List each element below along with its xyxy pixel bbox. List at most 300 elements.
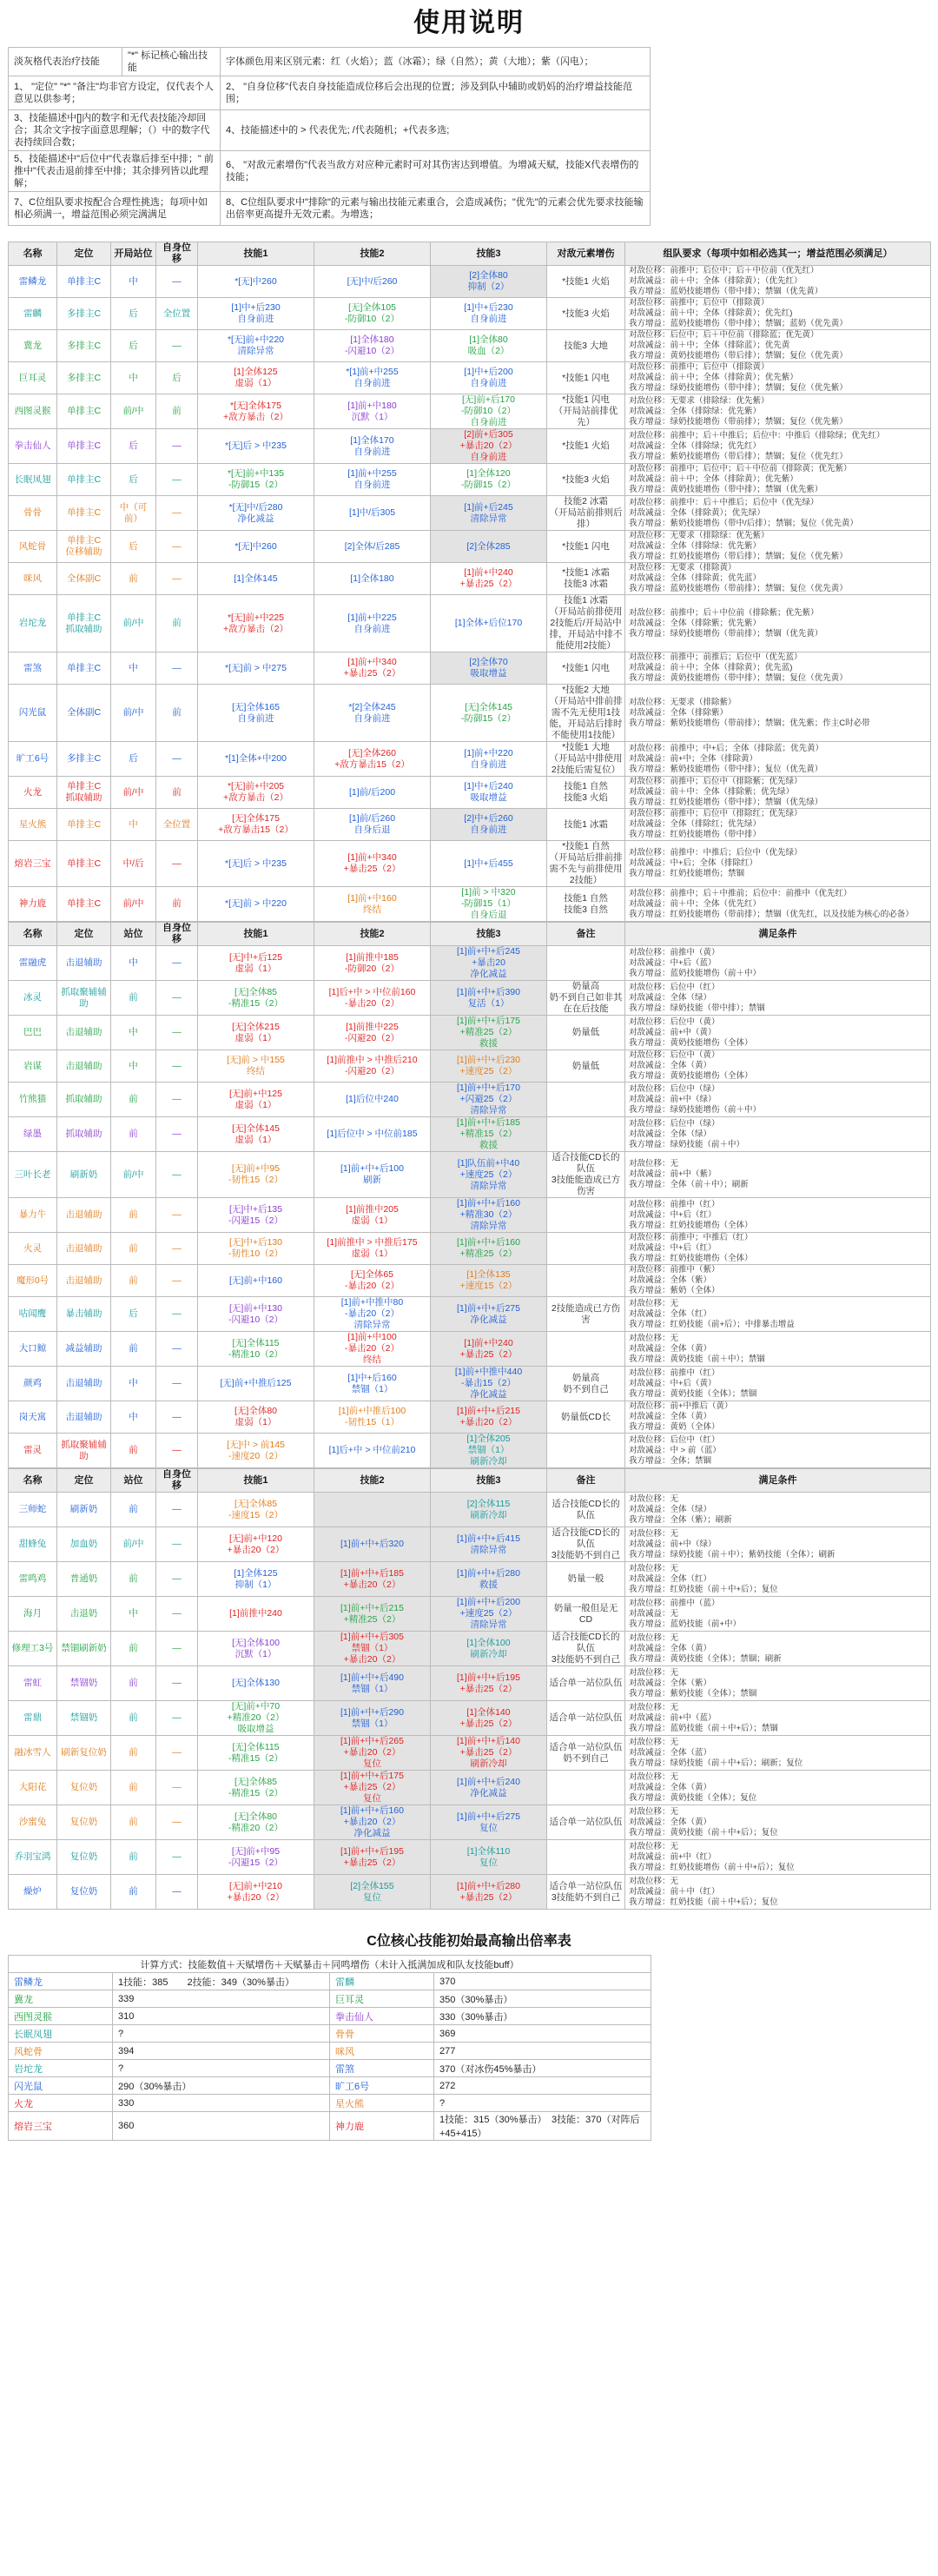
- cell-move: 全位置: [156, 809, 198, 841]
- multiplier-name: 雷煞: [330, 2060, 434, 2077]
- cell-move: —: [156, 742, 198, 777]
- cell-name: 三叶长老: [9, 1152, 57, 1198]
- column-header: 定位: [57, 242, 111, 266]
- cell-name: 修理工3号: [9, 1632, 57, 1666]
- cell-s3: [2]全体285: [431, 531, 547, 563]
- cell-pos: 中: [111, 1597, 156, 1632]
- cell-pos: 前/中: [111, 777, 156, 809]
- cell-pos: 后: [111, 330, 156, 362]
- cell-role: 单排主C 位移辅助: [57, 531, 111, 563]
- table-row: [9, 2060, 651, 2077]
- cell-role: 单排主C: [57, 394, 111, 429]
- cell-s1: [无]全体80 虚弱（1）: [198, 1401, 314, 1434]
- cell-name: 燥炉: [9, 1875, 57, 1910]
- cell-note: 奶量低CD长: [547, 1401, 625, 1434]
- cell-s1: [无]全体100 沉默（1）: [198, 1632, 314, 1666]
- cell-s3: [1]队伍前+中40 +速度25（2） 清除异常: [431, 1152, 547, 1198]
- cell-note: 奶量低: [547, 1016, 625, 1050]
- cell-s2: [1]前/后200: [314, 777, 431, 809]
- cell-boost: *技能1 闪电: [547, 531, 625, 563]
- cell-s1: [无]中+后125 虚弱（1）: [198, 946, 314, 981]
- cell-note: [547, 1083, 625, 1117]
- cell-s3: [1]前+中+后160 +精准30（2） 清除异常: [431, 1198, 547, 1233]
- cell-name: 巨耳灵: [9, 362, 57, 394]
- cell-role: 刷新奶: [57, 1152, 111, 1198]
- cell-s3: [1]前+中+后415 清除异常: [431, 1527, 547, 1562]
- cell-s2: [无]全体65 -暴击20（2）: [314, 1265, 431, 1297]
- table-row: [9, 1527, 931, 1562]
- cell-s2: [1]前+中+后160 +暴击20（2） 净化减益: [314, 1805, 431, 1840]
- table-row: [9, 531, 931, 563]
- cell-note: [547, 1117, 625, 1152]
- table-row: [9, 887, 931, 922]
- cell-req: 对敌位移：前推中；后位中（排除黄） 对敌减益：前＋中；全体（排除黄）；优先红) 我方增益：蓝奶技能增伤（带中排）；禁锢；蓝奶（优先黄）: [625, 298, 931, 330]
- cell-req: 对敌位移：无要求（排除黄） 对敌减益：全体（排除黄；优先蓝） 我方增益：蓝奶技能增伤（带前排）；禁锢；复位（优先黄）: [625, 563, 931, 595]
- cell-name: 雷虹: [9, 1666, 57, 1701]
- cell-move: —: [156, 1701, 198, 1736]
- cell-s3: [1]全体110 复位: [431, 1840, 547, 1875]
- cell-s3: [1]前+中+后185 +精准15（2） 救援: [431, 1117, 547, 1152]
- multiplier-name: 咪风: [330, 2043, 434, 2060]
- cell-s1: [无]全体85 -精准15（2）: [198, 981, 314, 1016]
- table-row: [9, 777, 931, 809]
- support-header-row: [9, 923, 931, 946]
- cell-role: 击退辅助: [57, 1016, 111, 1050]
- cell-s2: [1]中/后305: [314, 496, 431, 531]
- cell-boost: 技能1 冰霜 （开局站前排使用2技能后/开局站中排，开局站中排不能使用2技能）: [547, 595, 625, 652]
- cell-boost: *技能1 闪电: [547, 362, 625, 394]
- column-header: 开局站位: [111, 242, 156, 266]
- cell-name: 神力鹿: [9, 887, 57, 922]
- cell-role: 多排主C: [57, 362, 111, 394]
- cell-move: —: [156, 841, 198, 887]
- cell-name: 拳击仙人: [9, 429, 57, 464]
- c-position-table: [8, 242, 931, 922]
- column-header: 满足条件: [625, 923, 931, 946]
- cell-name: 沙蜜兔: [9, 1805, 57, 1840]
- column-header: 自身位移: [156, 242, 198, 266]
- table-row: [9, 563, 931, 595]
- table-row: [9, 1990, 651, 2008]
- cell-s2: [1]前+中+后490 禁锢（1）: [314, 1666, 431, 1701]
- cell-name: 巴巴: [9, 1016, 57, 1050]
- cell-s1: *[1]全体+中200: [198, 742, 314, 777]
- cell-s3: [1]前+中+后280 +暴击25（2）: [431, 1875, 547, 1910]
- cell-s1: [无]全体115 -精准10（2）: [198, 1332, 314, 1367]
- cell-cond: 对敌位移：前+中推后（黄） 对敌减益：全体（黄） 我方增益：黄奶（全体）: [625, 1401, 931, 1434]
- cell-s2: [1]前+中180 沉默（1）: [314, 394, 431, 429]
- table-row: [9, 1562, 931, 1597]
- multiplier-value: ?: [434, 2095, 651, 2112]
- cell-s1: [无]前+中210 +暴击20（2）: [198, 1875, 314, 1910]
- cell-role: 减益辅助: [57, 1332, 111, 1367]
- table-row: [9, 1493, 931, 1527]
- cell-s2: [1]后位中 > 中位前185: [314, 1117, 431, 1152]
- cell-s2: [1]前+中+后215 +精准25（2）: [314, 1597, 431, 1632]
- cell-s1: [无]前+中125 虚弱（1）: [198, 1083, 314, 1117]
- cell-name: 咕闻鹰: [9, 1297, 57, 1332]
- note-8: 8、C位组队要求中"排除"的元素与输出技能元素重合，会造成减伤；"优先"的元素会优先要求技能输出倍率更高提升无效元素。为增选；: [221, 192, 651, 226]
- column-header: 名称: [9, 923, 57, 946]
- cell-req: 对敌位移：前推中：中推后；后位中（优先绿） 对敌减益：中+后；全体（排除红） 我方增益：红奶技能增伤；禁锢: [625, 841, 931, 887]
- table-row: [9, 2112, 651, 2141]
- column-header: 定位: [57, 923, 111, 946]
- cell-pos: 中/后: [111, 841, 156, 887]
- table-row: [9, 742, 931, 777]
- cell-s2: [1]前/后260 自身后退: [314, 809, 431, 841]
- multiplier-name: 冀龙: [9, 1990, 113, 2008]
- cell-name: 三师蛇: [9, 1493, 57, 1527]
- cell-cond: 对敌位移：后位中（红） 对敌减益：中 > 前（蓝） 我方增益：全体；禁锢: [625, 1434, 931, 1468]
- cell-cond: 对敌位移：无 对敌减益：前+中（红） 我方增益：红奶技能增伤（前＋中+后）；复位: [625, 1840, 931, 1875]
- cell-boost: 技能1 自然 技能3 火焰: [547, 777, 625, 809]
- table-row: [9, 1736, 931, 1771]
- cell-name: 海月: [9, 1597, 57, 1632]
- cell-role: 单排主C: [57, 429, 111, 464]
- table-row: [9, 1401, 931, 1434]
- cell-s1: [无]中+后130 -韧性10（2）: [198, 1233, 314, 1265]
- cell-s3: [1]中+后455: [431, 841, 547, 887]
- cell-s3: [1]全体140 +暴击25（2）: [431, 1701, 547, 1736]
- cell-s3: [1]前+中+后195 +暴击25（2）: [431, 1666, 547, 1701]
- cell-name: 乔羽宝鸿: [9, 1840, 57, 1875]
- cell-pos: 前: [111, 1083, 156, 1117]
- cell-move: —: [156, 266, 198, 298]
- cell-note: [547, 1434, 625, 1468]
- cell-pos: 前/中: [111, 1527, 156, 1562]
- cell-cond: 对敌位移：无 对敌减益：全体（红） 我方增益：红奶技能（前+后）；中排暴击增益: [625, 1297, 931, 1332]
- cell-move: —: [156, 429, 198, 464]
- cell-move: —: [156, 1805, 198, 1840]
- multiplier-value: 272: [434, 2077, 651, 2095]
- table-row: [9, 1016, 931, 1050]
- cell-note: 奶量一般但是无CD: [547, 1597, 625, 1632]
- table-row: [9, 1771, 931, 1805]
- cell-note: 适合单一站位队伍 3技能奶不到自己: [547, 1875, 625, 1910]
- cell-boost: 技能3 大地: [547, 330, 625, 362]
- cell-req: 对敌位移：前推中；中+后；全体（排除蓝；优先黄） 对敌减益：前+中；全体（排除黄） 我方增益：紫奶技能增伤（带中排）；复位（优先黄）: [625, 742, 931, 777]
- cell-role: 击退辅助: [57, 1265, 111, 1297]
- cell-pos: 前: [111, 1265, 156, 1297]
- cell-req: 对敌位移：前推中；后＋中推后；后位中：中推后（排除绿；优先红） 对敌减益：全体（排除绿；优先红） 我方增益：紫奶技能增伤（带后排）；禁锢；复位（优先红）: [625, 429, 931, 464]
- cell-move: —: [156, 1050, 198, 1083]
- cell-role: 抓取聚辅辅助: [57, 1434, 111, 1468]
- cell-move: 前: [156, 685, 198, 742]
- note-5: 5、技能描述中"后位中"代表靠后排至中排；" 前推中"代表击退前排至中排；其余排列皆以此理解；: [9, 151, 221, 192]
- multiplier-value: 330（30%暴击）: [434, 2008, 651, 2025]
- cell-s2: [1]前+中+后265 +暴击20（2） 复位: [314, 1736, 431, 1771]
- cell-pos: 中: [111, 1016, 156, 1050]
- cell-name: 魔形0号: [9, 1265, 57, 1297]
- healer-table: [8, 1468, 931, 1910]
- cell-name: 雷鸣鸡: [9, 1562, 57, 1597]
- cell-pos: 前/中: [111, 685, 156, 742]
- cell-s2: [1]前推中 > 中推后175 虚弱（1）: [314, 1233, 431, 1265]
- cell-s3: [1]前+中240 +暴击25（2）: [431, 1332, 547, 1367]
- table-row: [9, 2043, 651, 2060]
- cell-req: 对敌位移：前推中；后位中；后＋中位前（优先红） 对敌减益：前＋中；全体（排除黄）；（优先红） 我方增益：蓝奶技能增伤（带中排）；禁锢（优先黄）: [625, 266, 931, 298]
- multiplier-value: 339: [113, 1990, 330, 2008]
- cell-move: —: [156, 1771, 198, 1805]
- cell-move: —: [156, 464, 198, 496]
- multiplier-value: 370: [434, 1973, 651, 1990]
- table-row: [9, 685, 931, 742]
- table-row: [9, 1973, 651, 1990]
- table-row: [9, 1198, 931, 1233]
- cell-req: 对敌位移：前推中；后＋中推前；后位中：前推中（优先红） 对敌减益：前＋中；全体（优先红） 我方增益：红奶技能增伤（带前排）；禁锢（优先红，以及技能为核心的必备）: [625, 887, 931, 922]
- cell-s3: [2]全体70 吸取增益: [431, 652, 547, 685]
- cell-s1: [无]全体85 -精准15（2）: [198, 1771, 314, 1805]
- cell-role: 暴击辅助: [57, 1297, 111, 1332]
- cell-move: —: [156, 1016, 198, 1050]
- cell-s3: [1]前+中+后390 复活（1）: [431, 981, 547, 1016]
- cell-pos: 中（可前）: [111, 496, 156, 531]
- table-row: [9, 298, 931, 330]
- cell-s3: [1]前+中240 +暴击25（2）: [431, 563, 547, 595]
- cell-pos: 前: [111, 1701, 156, 1736]
- cell-s1: *[无]全体175 +敌方暴击（2）: [198, 394, 314, 429]
- cell-note: [547, 1840, 625, 1875]
- cell-boost: *技能1 火焰: [547, 266, 625, 298]
- cell-s3: [1]前+中+后170 +闪避25（2） 清除异常: [431, 1083, 547, 1117]
- cell-boost: 技能1 冰霜: [547, 809, 625, 841]
- cell-note: [547, 1332, 625, 1367]
- cell-name: 冰灵: [9, 981, 57, 1016]
- table-row: [9, 464, 931, 496]
- multiplier-value: 394: [113, 2043, 330, 2060]
- table-row: [9, 1875, 931, 1910]
- column-header: 站位: [111, 1469, 156, 1493]
- cell-cond: 对敌位移：无 对敌减益：全体（黄） 我方增益：黄奶技能（全体）；复位: [625, 1771, 931, 1805]
- table-row: [9, 266, 931, 298]
- cell-pos: 前: [111, 1666, 156, 1701]
- cell-s1: *[无]后 > 中235: [198, 429, 314, 464]
- cell-move: —: [156, 1632, 198, 1666]
- cell-pos: 中: [111, 652, 156, 685]
- cell-s1: [无]前+中70 +精准20（2） 吸取增益: [198, 1701, 314, 1736]
- cell-role: 单排主C: [57, 266, 111, 298]
- multiplier-name: 拳击仙人: [330, 2008, 434, 2025]
- cell-s1: [1]前推中240: [198, 1597, 314, 1632]
- cell-role: 单排主C 抓取辅助: [57, 595, 111, 652]
- cell-s3: [2]全体115 刷新冷却: [431, 1493, 547, 1527]
- cell-role: 刷新奶: [57, 1493, 111, 1527]
- cell-req: 对敌位移：前推中；后＋中位前（排除紫；优先紫） 对敌减益：全体（排除紫；优先紫） 我方增益：绿奶技能增伤（带前排）；禁锢（优先黄）: [625, 595, 931, 652]
- cell-s1: [无]全体130: [198, 1666, 314, 1701]
- cell-s1: *[无]前+中225 +敌方暴击（2）: [198, 595, 314, 652]
- cell-s2: [1]前+中推中80 -暴击20（2） 清除异常: [314, 1297, 431, 1332]
- cell-req: 对敌位移：后位中；后＋中位前（排除蓝；优先黄） 对敌减益：前＋中；全体（排除蓝）；优先黄 我方增益：黄奶技能增伤（带后排）；禁锢；复位（优先黄）: [625, 330, 931, 362]
- column-header: 技能1: [198, 923, 314, 946]
- cell-move: 前: [156, 394, 198, 429]
- notes-header: 淡灰格代表治疗技能: [9, 48, 122, 76]
- cell-pos: 前: [111, 1434, 156, 1468]
- table-row: [9, 1083, 931, 1117]
- cell-s3: [1]全体135 +速度15（2）: [431, 1265, 547, 1297]
- column-header: 名称: [9, 242, 57, 266]
- cell-role: 全体副C: [57, 685, 111, 742]
- cell-s2: [1]后位中240: [314, 1083, 431, 1117]
- cell-boost: *技能2 大地 （开局站中排前排需不先无使用1技能，开局站后排时不能使用1技能）: [547, 685, 625, 742]
- cell-name: 雷融虎: [9, 946, 57, 981]
- cell-cond: 对敌位移：前推中（紫） 对敌减益：全体（紫） 我方增益：紫奶（全体）: [625, 1265, 931, 1297]
- cell-pos: 后: [111, 298, 156, 330]
- cell-cond: 对敌位移：无 对敌减益：全体（黄） 我方增益：黄奶技能（前＋中）；禁锢: [625, 1332, 931, 1367]
- cell-pos: 前/中: [111, 394, 156, 429]
- cell-cond: 对敌位移：后位中（绿） 对敌减益：前+中（绿） 我方增益：绿奶技能增伤（前＋中）: [625, 1083, 931, 1117]
- cell-role: 多排主C: [57, 742, 111, 777]
- multiplier-value: ?: [113, 2025, 330, 2043]
- cell-note: 适合单一站位队伍 奶不到自己: [547, 1736, 625, 1771]
- cell-s2: [2]全体155 复位: [314, 1875, 431, 1910]
- cell-s3: [1]前+中+后240 净化减益: [431, 1771, 547, 1805]
- cell-role: 击退辅助: [57, 1367, 111, 1401]
- column-header: 技能2: [314, 242, 431, 266]
- cell-cond: 对敌位移：后位中（绿） 对敌减益：全体（绿） 我方增益：绿奶技能（前＋中）: [625, 1117, 931, 1152]
- cell-move: —: [156, 1367, 198, 1401]
- cell-role: 单排主C: [57, 652, 111, 685]
- cell-s2: [1]后+中 > 中位前210: [314, 1434, 431, 1468]
- cell-role: 禁锢奶: [57, 1701, 111, 1736]
- cell-move: 前: [156, 595, 198, 652]
- multiplier-value: 330: [113, 2095, 330, 2112]
- cell-s1: [无]前+中95 -韧性15（2）: [198, 1152, 314, 1198]
- cell-s2: [1]后+中 > 中位前160 -暴击20（2）: [314, 981, 431, 1016]
- cell-name: 暴力牛: [9, 1198, 57, 1233]
- cell-role: 击退辅助: [57, 1050, 111, 1083]
- column-header: 站位: [111, 923, 156, 946]
- multiplier-value: 1技能：385 2技能：349（30%暴击）: [113, 1973, 330, 1990]
- cell-name: 大阳花: [9, 1771, 57, 1805]
- cell-cond: 对敌位移：后位中（黄） 对敌减益：全体（黄） 我方增益：黄奶技能增伤（全体）: [625, 1050, 931, 1083]
- table-row: [9, 1117, 931, 1152]
- column-header: 满足条件: [625, 1469, 931, 1493]
- cell-s1: *[无]前+中205 +敌方暴击（2）: [198, 777, 314, 809]
- cell-name: 绿墨: [9, 1117, 57, 1152]
- cell-s2: *[1]前+中255 自身前进: [314, 362, 431, 394]
- cell-move: —: [156, 1265, 198, 1297]
- cell-s2: [1]全体180 -闪避10（2）: [314, 330, 431, 362]
- cell-pos: 前: [111, 1562, 156, 1597]
- cell-s3: [1]中+后230 自身前进: [431, 298, 547, 330]
- cell-note: 奶量低: [547, 1050, 625, 1083]
- cell-s2: [1]前+中+后305 禁锢（1） +暴击20（2）: [314, 1632, 431, 1666]
- table-row: [9, 2077, 651, 2095]
- cell-cond: 对敌位移：无 对敌减益：全体（黄） 我方增益：黄奶技能（前＋中+后）；复位: [625, 1805, 931, 1840]
- cell-pos: 前: [111, 1117, 156, 1152]
- table-row: [9, 1805, 931, 1840]
- table-row: [9, 652, 931, 685]
- cell-req: 对敌位移：无要求（排除绿：优先紫） 对敌减益：全体（排除绿：优先紫） 我方增益：红奶技能增伤（带后排）；禁锢；复位（优先紫）: [625, 531, 931, 563]
- note-2: 2、 "自身位移"代表自身技能造成位移后会出现的位置；涉及到队中辅助或奶妈的治疗增益技能范围；: [221, 76, 651, 110]
- cell-s2: [1]前+中+后185 +暴击20（2）: [314, 1562, 431, 1597]
- cell-s1: [无]前+中120 +暴击20（2）: [198, 1527, 314, 1562]
- table-row: [9, 1233, 931, 1265]
- cell-cond: 对敌位移：无 对敌减益：全体（紫） 我方增益：紫奶技能（全体）；禁锢: [625, 1666, 931, 1701]
- page: [8, 0, 930, 2141]
- cell-note: [547, 1233, 625, 1265]
- cell-s2: [1]前+中+后320: [314, 1527, 431, 1562]
- cell-name: 岩谋: [9, 1050, 57, 1083]
- table-row: [9, 2025, 651, 2043]
- cell-s2: [1]前推中 > 中推后210 -闪避20（2）: [314, 1050, 431, 1083]
- cell-role: 禁锢刷新奶: [57, 1632, 111, 1666]
- cell-s2: [1]前+中340 +暴击25（2）: [314, 652, 431, 685]
- cell-s3: [1]前+中+后200 +速度25（2） 清除异常: [431, 1597, 547, 1632]
- cell-s3: [1]前 > 中320 -防御15（1） 自身后退: [431, 887, 547, 922]
- cell-role: 单排主C: [57, 496, 111, 531]
- multiplier-value: 360: [113, 2112, 330, 2141]
- cell-move: —: [156, 1198, 198, 1233]
- cell-name: 大口鲸: [9, 1332, 57, 1367]
- cell-s3: [2]前+后305 +暴击20（2） 自身前进: [431, 429, 547, 464]
- cell-cond: 对敌位移：无 对敌减益：前＋中（红） 我方增益：红奶技能（前＋中+后）；复位: [625, 1875, 931, 1910]
- cell-s1: [1]全体125 抑制（1）: [198, 1562, 314, 1597]
- cell-name: 火灵: [9, 1233, 57, 1265]
- notes-color-legend: 字体颜色用来区别元素：红（火焰）；蓝（冰霜）；绿（自然）；黄（大地）；紫（闪电）；: [221, 48, 651, 76]
- cell-s1: [1]全体125 虚弱（1）: [198, 362, 314, 394]
- table-row: [9, 1050, 931, 1083]
- cell-req: 对敌位移：前推中；后位中（排除红；优先绿） 对敌减益：全体（排除红；优先绿） 我方增益：红奶技能增伤（带中排）: [625, 809, 931, 841]
- cell-cond: 对敌位移：无 对敌减益：全体（黄） 我方增益：黄奶技能（全体）；禁锢；刷新: [625, 1632, 931, 1666]
- multiplier-value: ?: [113, 2060, 330, 2077]
- column-header: 组队要求（每项中如相必选其一；增益范围必须满足）: [625, 242, 931, 266]
- cell-s2: [1]前+中+后290 禁锢（1）: [314, 1701, 431, 1736]
- multiplier-name: 西图灵猴: [9, 2008, 113, 2025]
- cell-boost: *技能1 大地 （开局站中排使用2技能后需复位）: [547, 742, 625, 777]
- cell-s3: [1]全体80 吸血（2）: [431, 330, 547, 362]
- cell-pos: 后: [111, 531, 156, 563]
- cell-move: 前: [156, 887, 198, 922]
- cell-s1: [无]全体145 虚弱（1）: [198, 1117, 314, 1152]
- column-header: 备注: [547, 1469, 625, 1493]
- cell-s1: [无]全体175 +敌方暴击15（2）: [198, 809, 314, 841]
- cell-s3: [1]前+中+后160 +精准25（2）: [431, 1233, 547, 1265]
- cell-role: 单排主C 抓取辅助: [57, 777, 111, 809]
- cell-pos: 前: [111, 1233, 156, 1265]
- cell-name: 旷工6号: [9, 742, 57, 777]
- multiplier-table: [8, 1955, 651, 2141]
- table-row: [9, 1666, 931, 1701]
- cell-s3: [1]前+中+后175 +精准25（2） 救援: [431, 1016, 547, 1050]
- cell-s3: [1]中+后240 吸取增益: [431, 777, 547, 809]
- column-header: 技能2: [314, 1469, 431, 1493]
- cell-name: 西图灵猴: [9, 394, 57, 429]
- cell-s1: *[无]中260: [198, 266, 314, 298]
- cell-cond: 对敌位移：无 对敌减益：全体（蓝） 我方增益：绿奶技能（前＋中+后）；刷新；复位: [625, 1736, 931, 1771]
- cell-pos: 中: [111, 946, 156, 981]
- cell-move: —: [156, 531, 198, 563]
- cell-move: —: [156, 1493, 198, 1527]
- multiplier-name: 雷鳞龙: [9, 1973, 113, 1990]
- cell-move: —: [156, 1736, 198, 1771]
- cell-pos: 后: [111, 429, 156, 464]
- table-row: [9, 362, 931, 394]
- column-header: 自身位移: [156, 1469, 198, 1493]
- c-position-header-row: [9, 242, 931, 266]
- cell-s1: [无]全体85 -速度15（2）: [198, 1493, 314, 1527]
- cell-name: 甜蜂兔: [9, 1527, 57, 1562]
- cell-role: 多排主C: [57, 330, 111, 362]
- cell-role: 抓取辅助: [57, 1083, 111, 1117]
- table-row: [9, 841, 931, 887]
- cell-role: 单排主C: [57, 464, 111, 496]
- cell-role: 复位奶: [57, 1875, 111, 1910]
- cell-cond: 对敌位移：无 对敌减益：全体（红） 我方增益：红奶技能（前＋中+后）；复位: [625, 1562, 931, 1597]
- cell-s2: [1]前+中+后175 +暴击25（2） 复位: [314, 1771, 431, 1805]
- cell-move: —: [156, 1117, 198, 1152]
- cell-boost: *技能1 冰霜 技能3 冰霜: [547, 563, 625, 595]
